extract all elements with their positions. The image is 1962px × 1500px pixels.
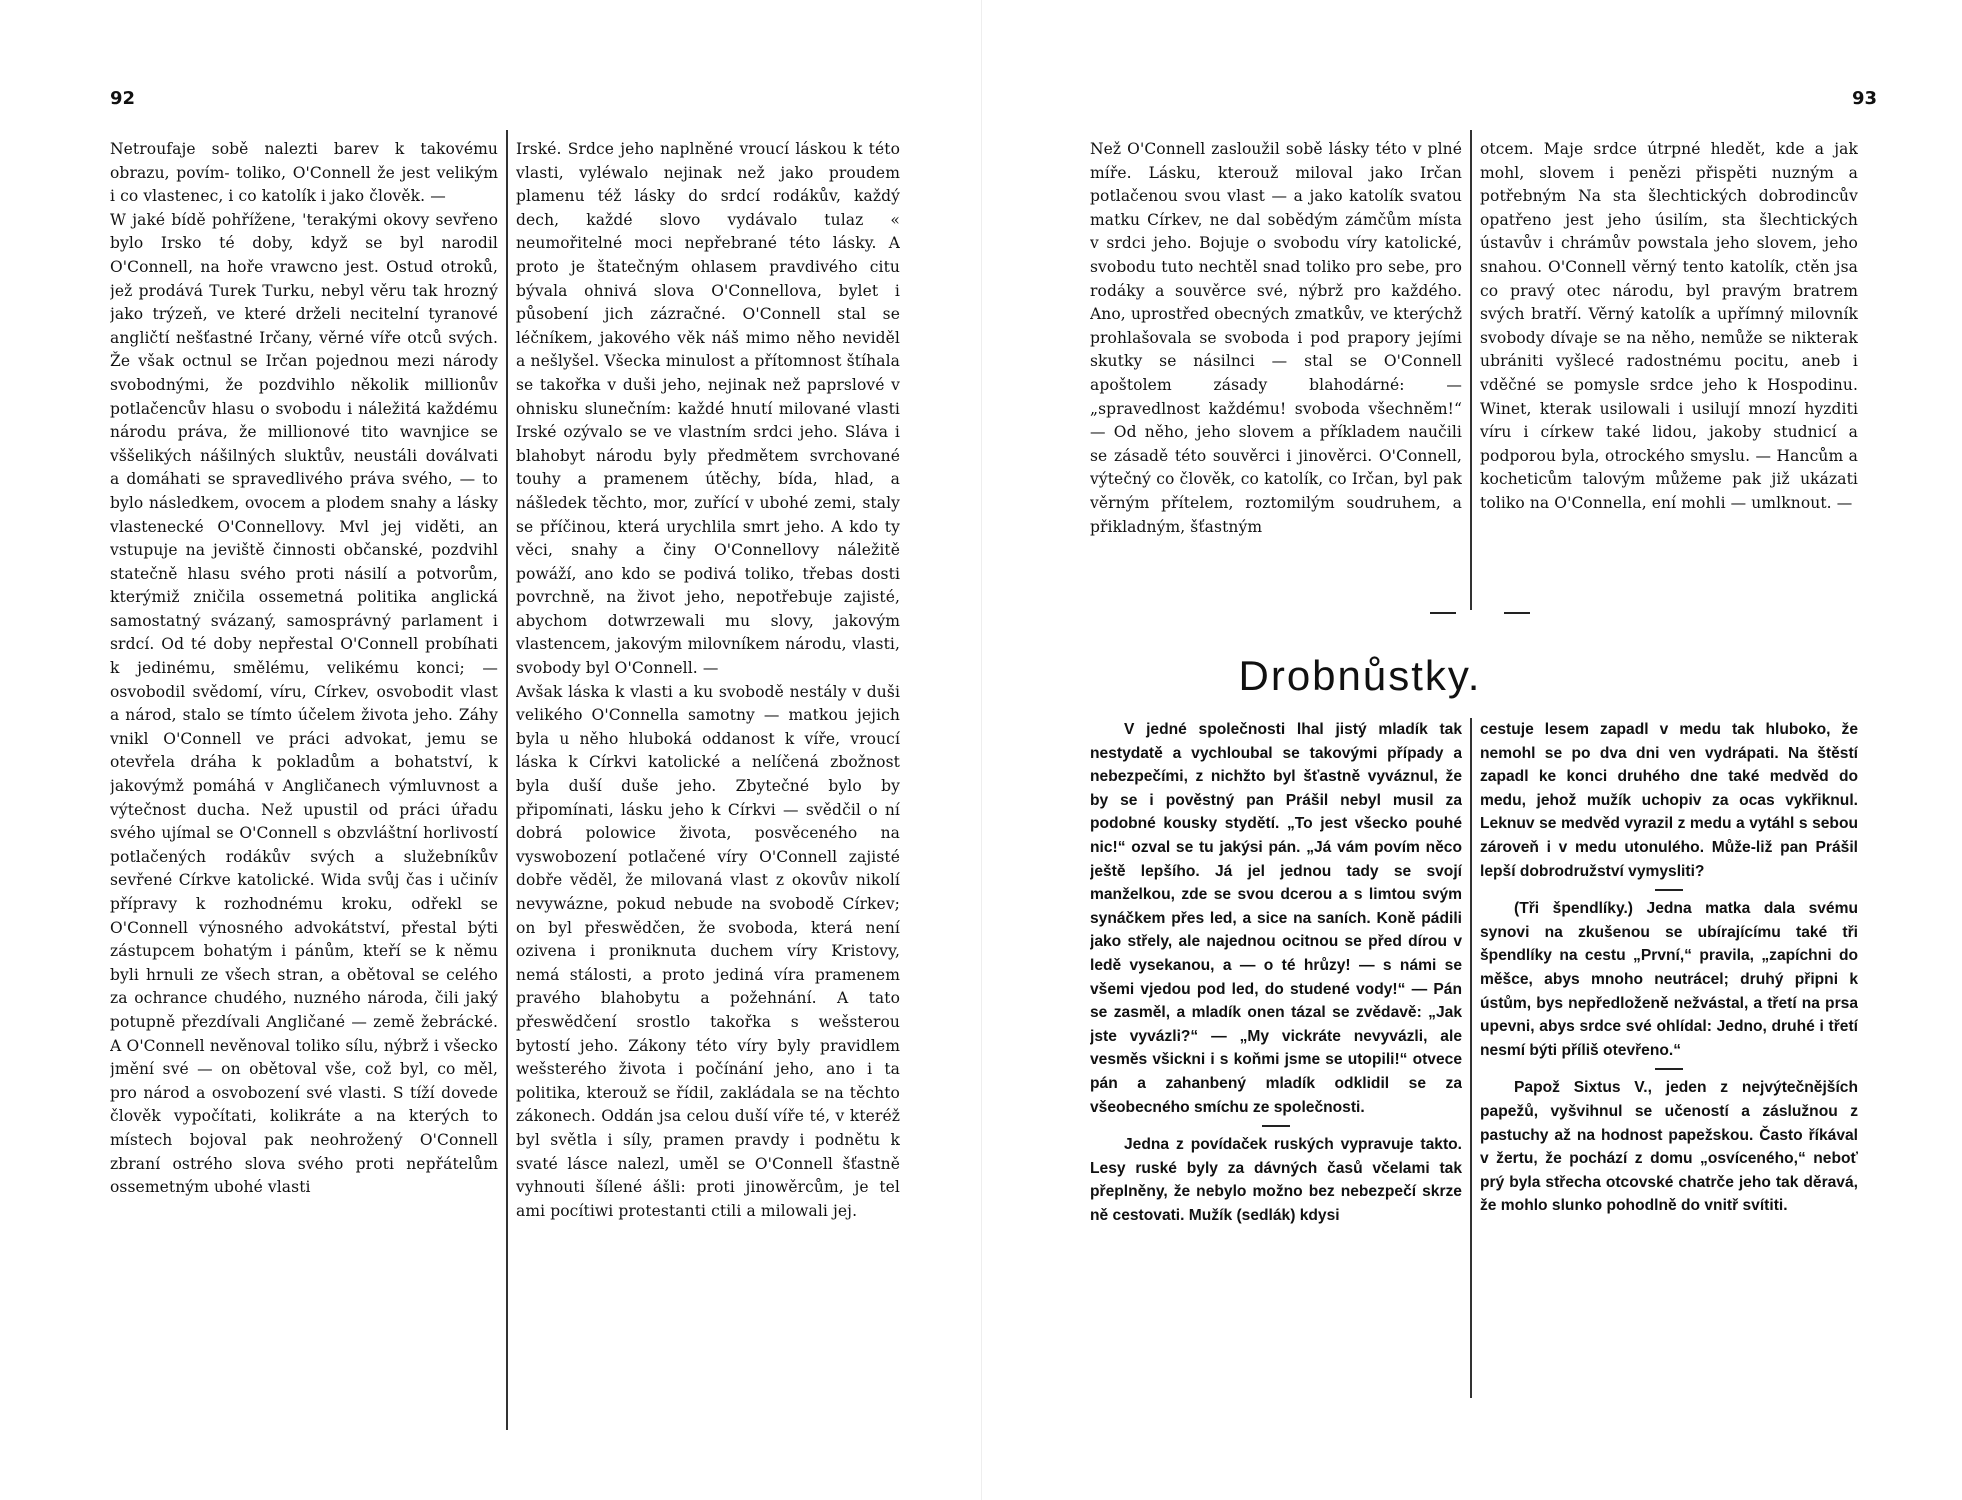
anecdote-separator [1480,1062,1858,1076]
right-page-column-1: Než O'Connell zasloužil sobě lásky této v plné míře. Lásku, kterouž miloval jako Irčan potlačenou svou vlast — a jako katolík svatou matku Církev, ne dal sobědým zámčům místa v srdci jeho. Bojuje o svobodu víry katolické, svobodu tuto nechtěl snad toliko pro sebe, pro rodáky a souvěrce své, nýbrž pro každého. Ano, uprostřed obecných zmatkův, ve kterýchž prohlašovala se svoboda i pod prapory jejími skutky se násilnci — stal se O'Connell apoštolem zásady blahodárné: — „spravedlnost každému! svoboda všechněm!“ — Od něho, jeho slovem a příkladem naučili se zásadě této souvěrci i jinověrci. O'Connell, výtečný co člověk, co katolík, co Irčan, byl pak věrným přítelem, roztomilým soudruhem, a přikladným, šťastným [1090,140,1462,536]
section-rule-left [1430,612,1456,614]
anecdote-paragraph: Papož Sixtus V., jeden z nejvýtečnějších papežů, vyšvihnul se učeností a záslužnou z pastuchy až na hodnost papežskou. Často říkával v žertu, že pochází z domu „osvíceného,“ neboť prý byla střecha otcovské chatrče jeho tak děravá, že mohlo slunko pohodlně do vnitř svítiti. [1480,1079,1858,1215]
anecdote-paragraph: Jedna z povídaček ruských vypravuje takto. Lesy ruské byly za dávných časů včelami tak přeplněny, že nebylo možno bez nebezpečí skrze ně cestovati. Mužík (sedlák) kdysi [1090,1136,1462,1224]
right-page-column-2: otcem. Maje srdce útrpné hledět, kde a jak mohl, slovem i penězi přispěti nuzným a potřebným Na sta šlechtických dobrodincův opatřeno jest jeho úsilím, sta šlechtických ústavův i chrámův powstala jeho slovem, jeho snahou. O'Connell věrný tento katolík, ctěn jsa co pravý otec národu, byl pravým bratrem svých bratří. Věrný katolík a upřímný milovník svobody dívaje se na něho, nemůže se nikterak ubrániti vyšlecé radostnému pocitu, aneb i vděčné se pomysle srdce jeho k Hospodinu. Winet, kterak usilowali i usilují mnozí hyzditi víru i církew také lidou, jakoby studnicí a podporou byla, otrockého smyslu. — Hancům a kocheticům talovým můžeme pak již ukázati toliko na O'Connella, ení mohli — umlknout. — [1480,140,1858,512]
anecdote-separator [1480,883,1858,897]
page-number-right: 93 [1852,88,1878,109]
section-title: Drobnůstky. [1238,652,1482,699]
right-page-column-4 [1480,718,1858,1408]
section-rule-right [1504,612,1530,614]
left-page-column-1: Netroufaje sobě nalezti barev k takovému obrazu, povím- toliko, O'Connell že jest velikým i co vlastenec, i co katolík i jako člověk. — W jaké bídě pohřížene, 'terakými okovy sevřeno bylo Irsko té doby, když se byl narodil O'Connell, na hoře vrawcno jest. Ostud otroků, jež prodává Turek Turku, nebyl věru tak hrozný jako trýzeň, ve které drželi necitelní tyranové angličtí nešťastné Irčany, věrné víře otců svých. Že však octnul se Irčan pojednou mezi národy svobodnými, že pozdvihlo několik millionův potlačencův hlasu o svobodu i náležitá každému národu práva, že millionové tito wavnjice se vššelikých nášilných sluktův, neustáli doválvati a domáhati se spravedlivého práva svého, — to bylo následkem, ovocem a plodem snahy a lásky vlastenecké O'Connellovy. Mvl jej viděti, an vstupuje na jeviště činnosti občanské, pozdvihl statečně hlasu svého proti násilí a potvorům, kterýmiž zničila ossemetná politika anglická samostatný svázaný, samosprávný parlament i srdcí. Od té doby nepřestal O'Connell probíhati k jedinému, smělému, velikému konci; — osvobodil svědomí, víru, Církev, osvobodit vlast a národ, stalo se tímto účelem života jeho. Záhy vnikl O'Connell ve práci advokat, jemu se otevřela dráha k pokladům a bohatství, k jakovýmž pomáhá v Angličanech výmluvnost a výtečnost ducha. Než upustil od práci úřadu svého ujímal se O'Connell s obzvláštní horlivostí potlačených rodákův svých a služebníkův sevřené Církve katolické. Wida svůj čas i učinív přípravy k rozhodnému kroku, odřekl se O'Connell výnosného advokátství, přestal býti zástupcem bohatým i pánům, kteří se k němu byli hrnuli ze všech stran, a obětoval se celého za ochrance chudého, nuzného národa, čili jaký potupně přezdívali Angličané — země žebrácké. A O'Connell nevěnoval toliko sílu, nýbrž i všecko jmění své — on obětoval vše, což byl, co měl, pro národ a osvobození své vlasti. S tíží dovede člověk vypočítati, kolikráte a na kterých to místech bojoval pak neohrožený O'Connell zbraní ostrého slova svého proti nepřátelům ossemetným ubohé vlasti [110,140,498,1197]
page-number-left: 92 [110,88,136,109]
right-page-column-3 [1090,718,1462,1408]
anecdote-paragraph: V jedné společnosti lhal jistý mladík tak nestydatě a vychloubal se takovými případy a nebezpečími, z nichžto byl šťastně vyváznul, že by se i pověstný pan Prášil nebyl musil za podobné kousky stydětí. „To jest všecko pouhé nic!“ ozval se tu jakýsi pán. „Já vám povím něco ještě lepšího. Já jel jednou tady se svojí manželkou, zde se svou dcerou a s limtou svým synáčkem přes led, a sice na saních. Koně pádili jako střely, ale najednou ocitnou se před dírou v ledě vysekanou, a — o té hrůzy! — s námi se všemi vjedou pod led, do studené vody!“ — Pán se zasměl, a mladík onen tázal se zvědavě: „Jak jste vyvázli?“ — „My vickráte nevyvázli, ale vesměs všickni i s koňmi jsme se utopili!“ otvece pán a zahanbený mladík odklidil se za všeobecného smíchu ze společnosti. [1090,721,1462,1116]
page-gutter [981,0,982,1500]
anecdote-paragraph: (Tři špendlíky.) Jedna matka dala svému synovi na zkušenou se ubírajícímu také tři špendlíky na cestu „První,“ pravila, „zapíchni do měšce, abys mnoho neutrácel; druhý připni k ústům, bys nepředloženě nežvástal, a třetí na prsa upevni, abys srdce své ohlídal: Jedno, druhé i třetí nesmí býti příliš otevřeno.“ [1480,900,1858,1059]
column-divider-right-bottom [1470,718,1472,1398]
column-divider-right-top [1470,130,1472,610]
anecdote-separator [1090,1119,1462,1133]
anecdote-paragraph: cestuje lesem zapadl v medu tak hluboko, že nemohl se po dva dni ven vydrápati. Na štěstí zapadl ke konci druhého dne také medvěd do medu, jehož mužík uchopiv za ocas vykřiknul. Leknuv se medvěd vyrazil z medu a vytáhl s sebou zároveň i v medu utonulého. Může-liž pan Prášil lepší dobrodružství vymysliti? [1480,721,1858,880]
left-page-column-2: Irské. Srdce jeho naplněné vroucí láskou k této vlasti, vyléwalo nejinak než jako proudem plamenu též lásky do srdcí rodákův, každý dech, každé slovo vydávalo tulaz « neumořitelné moci nepřebrané této lásky. A proto je štatečným ohlasem pravdivého citu bývala ohnivá slova O'Connellova, bylet i působení jich zázračné. O'Connell stal se léčníkem, jakového věk náš mimo něho neviděl a nešlyšel. Všecka minulost a přítomnost štíhala se takořka v duši jeho, nejinak než paprslové v ohnisku slunečním: každé hnutí milované vlasti Irské ozývalo se ve vlastním srdci jeho. Sláva i blahobyt národu byly předmětem svrchované touhy a pramenem útěchy, bída, hlad, a nášledek těchto, mor, zuřící v ubohé zemi, staly se příčinou, která urychlila smrt jeho. A kdo ty věci, snahy a činy O'Connellovy náležitě powáží, ano kdo se podivá toliko, třebas dosti povrchně, na život jeho, nepotřebuje zajisté, abychom dotwrzewali mu slovy, jakovým vlastencem, jakovým milovníkem národu, vlasti, svobody byl O'Connell. — Avšak láska k vlasti a ku svobodě nestály v duši velikého O'Connella samotny — matkou jejich byla u něho hluboká oddanost k víře, vroucí láska k Církvi katolické a nelíčená zbožnost byla duší duše jeho. Zbytečné bylo by připomínati, lásku jeho k Církvi — svědčil o ní dobrá polowice života, posvěceného na vyswobození potlačené víry O'Connell zajisté dobře věděl, že milovaná vlast z okovův nikolí nevywázne, pokud nebude na svobodě Církev; on byl přeswědčen, že svoboda, která není ozivena i proniknuta duchem víry Kristovy, nemá stálosti, a proto jediná víra pramenem pravého blahobytu a požehnání. A tato přeswědčení srostlo takořka s wešsterou bytostí jeho. Zákony této víry byly pravidlem wešsterého života i počínání jeho, ano i ta politika, kterouž se řídil, zakládala se na těchto zákonech. Oddán jsa celou duší víře té, v kteréž byl světla i síly, pramen pravdy i podnětu k svaté lásce nalezl, uměl se O'Connell šťastně vyhnouti šílené ášli: proti jinowěrcům, je tel ami pocítiwi protestanti ctili a milowali jej. [516,140,900,1220]
column-divider-left [506,130,508,1430]
